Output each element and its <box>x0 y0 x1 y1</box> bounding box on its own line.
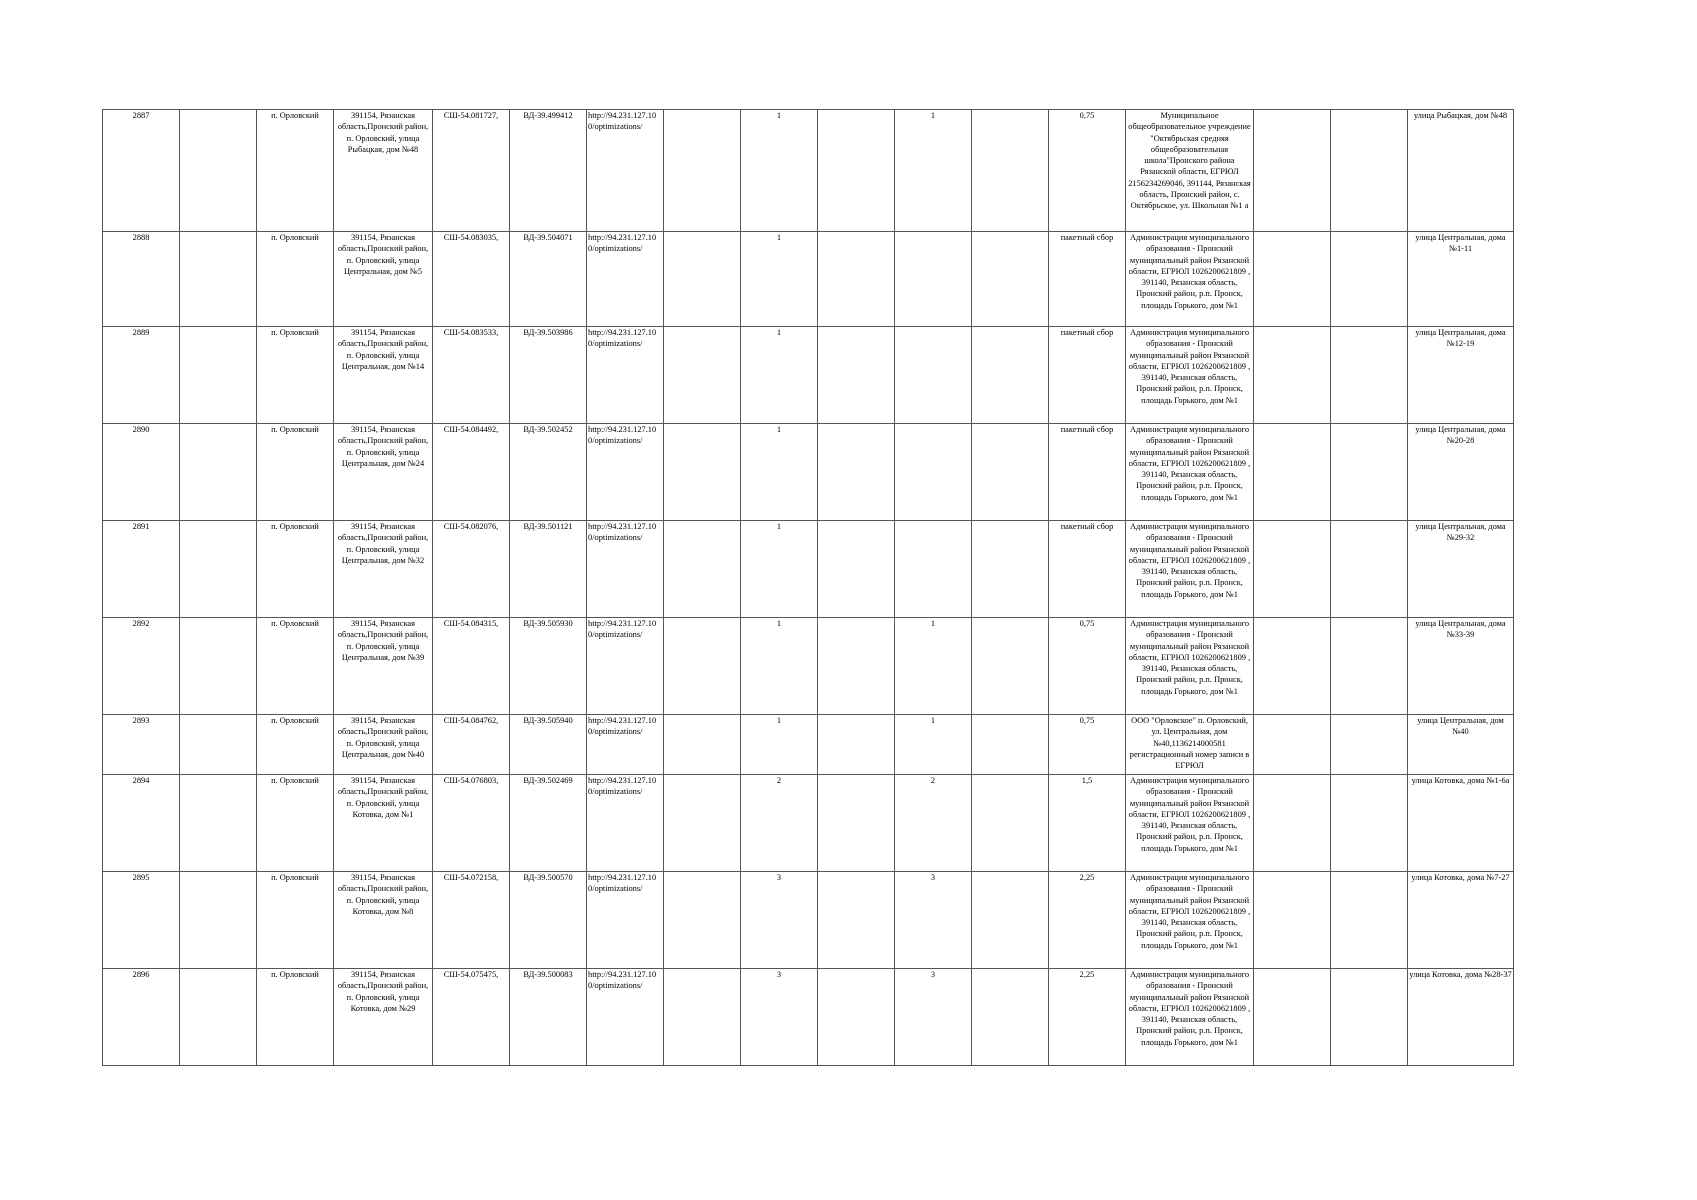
link-cell: http://94.231.127.10 0/optimizations/ <box>587 327 664 424</box>
empty-cell <box>1331 618 1408 715</box>
served-objects-cell: улица Котовка, дома №7-27 <box>1408 872 1514 969</box>
empty-cell <box>1254 715 1331 775</box>
served-objects-cell: улица Рыбацкая, дом №48 <box>1408 110 1514 232</box>
served-objects-cell: улица Котовка, дома №28-37 <box>1408 969 1514 1066</box>
empty-cell <box>180 969 257 1066</box>
empty-cell <box>1331 872 1408 969</box>
served-objects-cell: улица Центральная, дома №12-19 <box>1408 327 1514 424</box>
settlement-cell: п. Орловский <box>257 872 334 969</box>
longitude-cell: ВД-39.505930 <box>510 618 587 715</box>
empty-cell <box>1331 424 1408 521</box>
empty-cell <box>664 715 741 775</box>
longitude-cell: ВД-39.505940 <box>510 715 587 775</box>
empty-cell <box>818 327 895 424</box>
owner-cell: ООО "Орловское" п. Орловский, ул. Центральная, дом №40,1136214000581 регистрационный номер записи в ЕГРЮЛ <box>1126 715 1254 775</box>
row-number-cell: 2888 <box>103 232 180 327</box>
empty-cell <box>818 715 895 775</box>
latitude-cell: СШ-54.084315, <box>433 618 510 715</box>
container-count-cell <box>895 424 972 521</box>
volume-cell: 2,25 <box>1049 969 1126 1066</box>
table-row <box>103 521 1514 618</box>
table-row <box>103 110 1514 232</box>
row-number-cell: 2895 <box>103 872 180 969</box>
owner-cell: Администрация муниципального образования - Пронский муниципальный район Рязанской области, ЕГРЮЛ 1026200621809 , 391140, Рязанская область, Пронский район, р.п. Пронск, площадь Горького, дом №1 <box>1126 969 1254 1066</box>
empty-cell <box>180 110 257 232</box>
volume-cell: 1,5 <box>1049 775 1126 872</box>
settlement-cell: п. Орловский <box>257 521 334 618</box>
empty-cell <box>180 521 257 618</box>
owner-cell: Администрация муниципального образования - Пронский муниципальный район Рязанской области, ЕГРЮЛ 1026200621809 , 391140, Рязанская область, Пронский район, р.п. Пронск, площадь Горького, дом №1 <box>1126 775 1254 872</box>
latitude-cell: СШ-54.084492, <box>433 424 510 521</box>
container-count-cell: 2 <box>741 775 818 872</box>
table-row <box>103 424 1514 521</box>
container-count-cell: 1 <box>741 715 818 775</box>
container-count-cell: 1 <box>895 110 972 232</box>
link-cell: http://94.231.127.10 0/optimizations/ <box>587 618 664 715</box>
empty-cell <box>664 775 741 872</box>
owner-cell: Администрация муниципального образования - Пронский муниципальный район Рязанской области, ЕГРЮЛ 1026200621809 , 391140, Рязанская область, Пронский район, р.п. Пронск, площадь Горького, дом №1 <box>1126 424 1254 521</box>
empty-cell <box>972 110 1049 232</box>
served-objects-cell: улица Центральная, дом №40 <box>1408 715 1514 775</box>
longitude-cell: ВД-39.502452 <box>510 424 587 521</box>
table-row <box>103 969 1514 1066</box>
volume-cell: 2,25 <box>1049 872 1126 969</box>
empty-cell <box>1254 327 1331 424</box>
empty-cell <box>180 424 257 521</box>
address-cell: 391154, Рязанская область,Пронский район, п. Орловский, улица Центральная, дом №40 <box>334 715 433 775</box>
row-number-cell: 2889 <box>103 327 180 424</box>
row-number-cell: 2887 <box>103 110 180 232</box>
settlement-cell: п. Орловский <box>257 232 334 327</box>
volume-cell: пакетный сбор <box>1049 232 1126 327</box>
latitude-cell: СШ-54.075475, <box>433 969 510 1066</box>
container-count-cell: 1 <box>741 327 818 424</box>
container-count-cell: 2 <box>895 775 972 872</box>
empty-cell <box>664 521 741 618</box>
container-count-cell: 3 <box>895 872 972 969</box>
empty-cell <box>972 872 1049 969</box>
empty-cell <box>664 969 741 1066</box>
owner-cell: Администрация муниципального образования - Пронский муниципальный район Рязанской области, ЕГРЮЛ 1026200621809 , 391140, Рязанская область, Пронский район, р.п. Пронск, площадь Горького, дом №1 <box>1126 327 1254 424</box>
longitude-cell: ВД-39.500083 <box>510 969 587 1066</box>
owner-cell: Администрация муниципального образования - Пронский муниципальный район Рязанской области, ЕГРЮЛ 1026200621809 , 391140, Рязанская область, Пронский район, р.п. Пронск, площадь Горького, дом №1 <box>1126 232 1254 327</box>
empty-cell <box>818 424 895 521</box>
empty-cell <box>972 715 1049 775</box>
latitude-cell: СШ-54.084762, <box>433 715 510 775</box>
longitude-cell: ВД-39.502469 <box>510 775 587 872</box>
empty-cell <box>972 618 1049 715</box>
empty-cell <box>818 775 895 872</box>
longitude-cell: ВД-39.499412 <box>510 110 587 232</box>
empty-cell <box>818 521 895 618</box>
table-body <box>103 110 1514 1066</box>
container-count-cell: 1 <box>895 618 972 715</box>
container-count-cell: 1 <box>895 715 972 775</box>
latitude-cell: СШ-54.072158, <box>433 872 510 969</box>
empty-cell <box>1254 521 1331 618</box>
empty-cell <box>664 327 741 424</box>
table-row <box>103 618 1514 715</box>
link-cell: http://94.231.127.10 0/optimizations/ <box>587 872 664 969</box>
owner-cell: Муниципальное общеобразовательное учреждение "Октябрьская средняя общеобразовательная школа"Пронского района Рязанской области, ЕГРЮЛ 2156234269046, 391144, Рязанская область, Пронский район, с. Октябрьское, ул. Школьная №1 а <box>1126 110 1254 232</box>
latitude-cell: СШ-54.083035, <box>433 232 510 327</box>
row-number-cell: 2891 <box>103 521 180 618</box>
empty-cell <box>1254 110 1331 232</box>
row-number-cell: 2893 <box>103 715 180 775</box>
container-count-cell: 1 <box>741 618 818 715</box>
empty-cell <box>180 232 257 327</box>
row-number-cell: 2890 <box>103 424 180 521</box>
row-number-cell: 2894 <box>103 775 180 872</box>
empty-cell <box>1331 969 1408 1066</box>
address-cell: 391154, Рязанская область,Пронский район, п. Орловский, улица Котовка, дом №1 <box>334 775 433 872</box>
served-objects-cell: улица Центральная, дома №1-11 <box>1408 232 1514 327</box>
empty-cell <box>1331 715 1408 775</box>
empty-cell <box>180 872 257 969</box>
container-count-cell: 1 <box>741 110 818 232</box>
owner-cell: Администрация муниципального образования - Пронский муниципальный район Рязанской области, ЕГРЮЛ 1026200621809 , 391140, Рязанская область, Пронский район, р.п. Пронск, площадь Горького, дом №1 <box>1126 872 1254 969</box>
link-cell: http://94.231.127.10 0/optimizations/ <box>587 110 664 232</box>
row-number-cell: 2892 <box>103 618 180 715</box>
address-cell: 391154, Рязанская область,Пронский район, п. Орловский, улица Центральная, дом №14 <box>334 327 433 424</box>
volume-cell: пакетный сбор <box>1049 521 1126 618</box>
empty-cell <box>1254 775 1331 872</box>
address-cell: 391154, Рязанская область,Пронский район, п. Орловский, улица Центральная, дом №39 <box>334 618 433 715</box>
container-count-cell <box>895 521 972 618</box>
empty-cell <box>818 618 895 715</box>
empty-cell <box>1331 327 1408 424</box>
settlement-cell: п. Орловский <box>257 715 334 775</box>
longitude-cell: ВД-39.500570 <box>510 872 587 969</box>
empty-cell <box>1331 232 1408 327</box>
empty-cell <box>972 775 1049 872</box>
longitude-cell: ВД-39.504071 <box>510 232 587 327</box>
owner-cell: Администрация муниципального образования - Пронский муниципальный район Рязанской области, ЕГРЮЛ 1026200621809 , 391140, Рязанская область, Пронский район, р.п. Пронск, площадь Горького, дом №1 <box>1126 618 1254 715</box>
empty-cell <box>1254 424 1331 521</box>
address-cell: 391154, Рязанская область,Пронский район, п. Орловский, улица Центральная, дом №5 <box>334 232 433 327</box>
address-cell: 391154, Рязанская область,Пронский район, п. Орловский, улица Центральная, дом №32 <box>334 521 433 618</box>
empty-cell <box>1254 969 1331 1066</box>
container-count-cell <box>895 232 972 327</box>
settlement-cell: п. Орловский <box>257 969 334 1066</box>
table-row <box>103 775 1514 872</box>
link-cell: http://94.231.127.10 0/optimizations/ <box>587 715 664 775</box>
container-count-cell: 1 <box>741 424 818 521</box>
address-cell: 391154, Рязанская область,Пронский район, п. Орловский, улица Рыбацкая, дом №48 <box>334 110 433 232</box>
empty-cell <box>180 715 257 775</box>
served-objects-cell: улица Центральная, дома №33-39 <box>1408 618 1514 715</box>
empty-cell <box>972 327 1049 424</box>
link-cell: http://94.231.127.10 0/optimizations/ <box>587 775 664 872</box>
link-cell: http://94.231.127.10 0/optimizations/ <box>587 969 664 1066</box>
served-objects-cell: улица Центральная, дома №20-28 <box>1408 424 1514 521</box>
table-row <box>103 715 1514 775</box>
empty-cell <box>664 232 741 327</box>
settlement-cell: п. Орловский <box>257 618 334 715</box>
container-count-cell <box>895 327 972 424</box>
empty-cell <box>818 110 895 232</box>
empty-cell <box>818 232 895 327</box>
table-row <box>103 327 1514 424</box>
empty-cell <box>180 775 257 872</box>
empty-cell <box>1254 232 1331 327</box>
latitude-cell: СШ-54.076803, <box>433 775 510 872</box>
empty-cell <box>818 969 895 1066</box>
volume-cell: 0,75 <box>1049 110 1126 232</box>
served-objects-cell: улица Центральная, дома №29-32 <box>1408 521 1514 618</box>
address-cell: 391154, Рязанская область,Пронский район, п. Орловский, улица Котовка, дом №29 <box>334 969 433 1066</box>
container-count-cell: 3 <box>741 872 818 969</box>
settlement-cell: п. Орловский <box>257 110 334 232</box>
container-count-cell: 1 <box>741 232 818 327</box>
settlement-cell: п. Орловский <box>257 775 334 872</box>
address-cell: 391154, Рязанская область,Пронский район, п. Орловский, улица Центральная, дом №24 <box>334 424 433 521</box>
empty-cell <box>1331 521 1408 618</box>
address-cell: 391154, Рязанская область,Пронский район, п. Орловский, улица Котовка, дом №8 <box>334 872 433 969</box>
link-cell: http://94.231.127.10 0/optimizations/ <box>587 424 664 521</box>
empty-cell <box>664 424 741 521</box>
empty-cell <box>180 618 257 715</box>
container-count-cell: 3 <box>741 969 818 1066</box>
table-row <box>103 872 1514 969</box>
container-count-cell: 1 <box>741 521 818 618</box>
latitude-cell: СШ-54.083533, <box>433 327 510 424</box>
empty-cell <box>972 969 1049 1066</box>
registry-table <box>102 109 1514 1066</box>
empty-cell <box>818 872 895 969</box>
settlement-cell: п. Орловский <box>257 327 334 424</box>
owner-cell: Администрация муниципального образования - Пронский муниципальный район Рязанской области, ЕГРЮЛ 1026200621809 , 391140, Рязанская область, Пронский район, р.п. Пронск, площадь Горького, дом №1 <box>1126 521 1254 618</box>
empty-cell <box>1254 872 1331 969</box>
row-number-cell: 2896 <box>103 969 180 1066</box>
latitude-cell: СШ-54.082076, <box>433 521 510 618</box>
latitude-cell: СШ-54.081727, <box>433 110 510 232</box>
empty-cell <box>664 110 741 232</box>
settlement-cell: п. Орловский <box>257 424 334 521</box>
served-objects-cell: улица Котовка, дома №1-6а <box>1408 775 1514 872</box>
volume-cell: 0,75 <box>1049 618 1126 715</box>
empty-cell <box>972 424 1049 521</box>
container-count-cell: 3 <box>895 969 972 1066</box>
empty-cell <box>664 618 741 715</box>
volume-cell: пакетный сбор <box>1049 327 1126 424</box>
longitude-cell: ВД-39.503986 <box>510 327 587 424</box>
link-cell: http://94.231.127.10 0/optimizations/ <box>587 521 664 618</box>
link-cell: http://94.231.127.10 0/optimizations/ <box>587 232 664 327</box>
empty-cell <box>1331 110 1408 232</box>
empty-cell <box>664 872 741 969</box>
empty-cell <box>972 521 1049 618</box>
longitude-cell: ВД-39.501121 <box>510 521 587 618</box>
empty-cell <box>972 232 1049 327</box>
empty-cell <box>1254 618 1331 715</box>
table-row <box>103 232 1514 327</box>
empty-cell <box>180 327 257 424</box>
volume-cell: 0,75 <box>1049 715 1126 775</box>
empty-cell <box>1331 775 1408 872</box>
volume-cell: пакетный сбор <box>1049 424 1126 521</box>
